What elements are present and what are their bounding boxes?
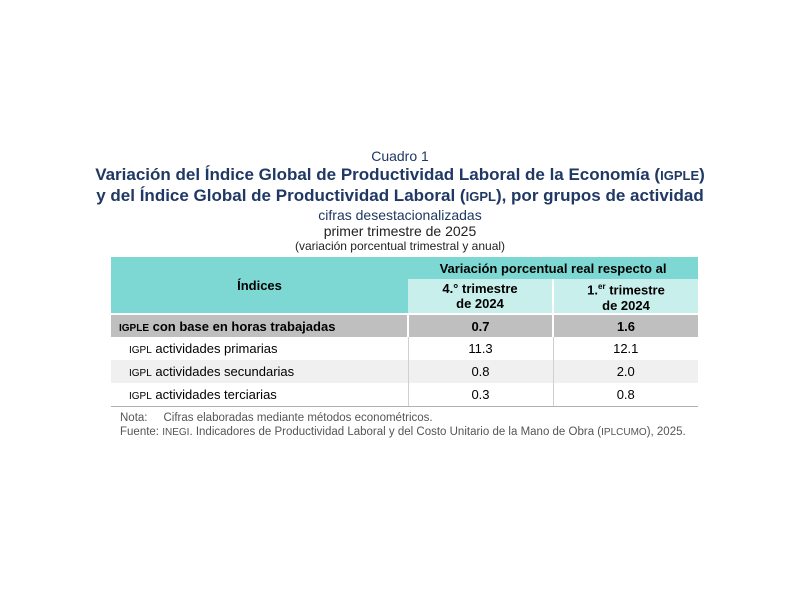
cell-value: 0.8 [553,383,698,407]
table-header [0,148,800,253]
row-label-text: actividades primarias [151,341,278,356]
productivity-table [111,257,698,407]
title-text: y del Índice Global de Productividad Laboral ( [96,186,466,205]
row-abbr: IGPL [129,368,152,379]
title-text-end: ) [699,165,705,184]
table-number: Cuadro 1 [371,148,429,164]
table-row [111,360,698,383]
note-line [120,411,686,425]
ordinal-superscript: er [598,282,606,292]
title-abbr-igpl: IGPL [465,189,496,204]
title-text: Variación del Índice Global de Productividad Laboral de la Economía ( [95,165,661,184]
table-title-line2 [0,186,800,207]
title-text-end: ), por grupos de actividad [495,186,704,205]
column-header-line: 4.° trimestre [442,281,518,296]
column-header-indices: Índices [111,257,408,314]
cell-value: 1.6 [553,314,698,337]
cell-value: 2.0 [553,360,698,383]
row-abbr: IGPLE [119,322,150,334]
table-row [111,383,698,407]
row-label [111,314,408,337]
row-label [111,360,408,383]
column-header-line: de 2024 [456,296,504,311]
row-label-text: actividades terciarias [151,387,277,402]
column-header-line: 1. [587,282,599,298]
row-label [111,383,408,407]
cell-value: 0.8 [408,360,553,383]
cell-value: 12.1 [553,337,698,360]
table-title-line1 [0,165,800,186]
cell-value: 11.3 [408,337,553,360]
column-header-line: trimestre [605,282,665,298]
source-label: Fuente: [120,426,163,438]
source-abbr-inegi: INEGI [162,427,190,438]
column-header-line: de 2024 [602,297,650,313]
cell-value: 0.7 [408,314,553,337]
subtitle-period: primer trimestre de 2025 [323,223,477,239]
table-row [111,337,698,360]
column-header-q4-2024 [408,279,553,314]
column-header-q1-2024 [553,279,698,314]
note-text: Cifras elaboradas mediante métodos econométricos. [163,412,433,424]
table-notes [120,411,686,440]
row-label [111,337,408,360]
row-label-text: con base en horas trabajadas [149,318,336,334]
source-text-end: ), 2025. [646,426,686,438]
source-text: . Indicadores de Productividad Laboral y del Costo Unitario de la Mano de Obra ( [189,426,602,438]
row-label-text: actividades secundarias [151,364,295,379]
table-row-igple [111,314,698,337]
note-label: Nota: [120,412,148,424]
row-abbr: IGPL [129,345,152,356]
source-line [120,425,686,440]
subtitle-units: (variación porcentual trimestral y anual) [294,239,506,253]
subtitle-seasonal: cifras desestacionalizadas [318,207,482,223]
row-abbr: IGPL [129,391,152,402]
title-abbr-igple: IGPLE [660,168,700,183]
source-abbr-iplcumo: IPLCUMO [601,427,647,438]
cell-value: 0.3 [408,383,553,407]
column-group-header: Variación porcentual real respecto al [408,257,698,279]
